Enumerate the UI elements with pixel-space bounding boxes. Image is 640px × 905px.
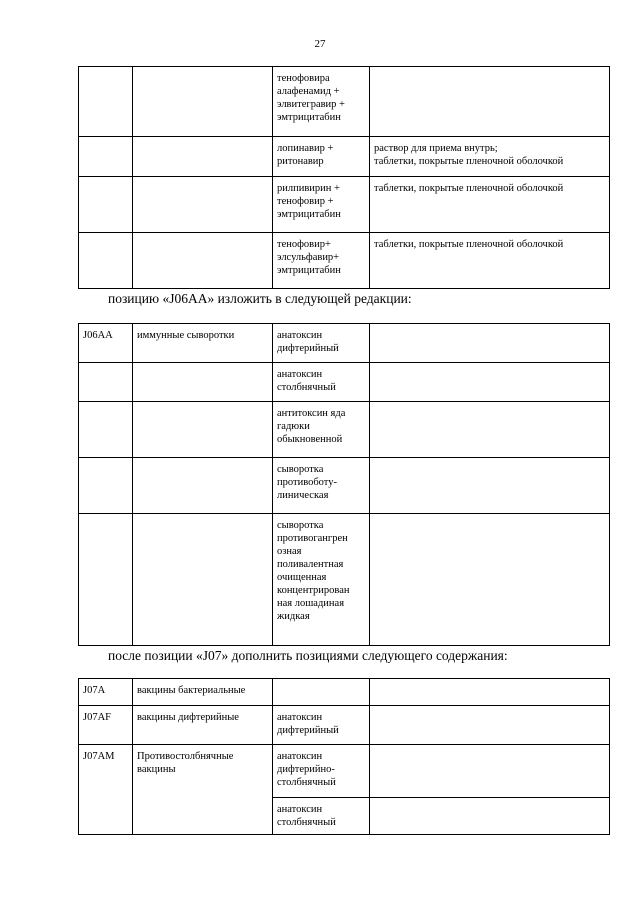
table-row xyxy=(79,67,610,137)
pharm-group-cell xyxy=(133,177,273,233)
drug-name-line: анатоксин xyxy=(277,330,323,341)
dosage-form-cell xyxy=(370,177,610,233)
drug-name-cell xyxy=(273,363,370,402)
drug-name-line: рилпивирин + xyxy=(277,183,340,194)
pharm-group-cell xyxy=(133,514,273,646)
atc-code-cell xyxy=(79,363,133,402)
atc-code-cell: J07AF xyxy=(79,706,133,745)
table-row xyxy=(79,706,610,745)
dosage-form-line: раствор для приема внутрь; xyxy=(374,143,498,154)
dosage-form-cell xyxy=(370,324,610,363)
drug-name-line: жидкая xyxy=(277,611,310,622)
table-row xyxy=(79,137,610,177)
dosage-form-line: таблетки, покрытые пленочной оболочкой xyxy=(374,156,564,167)
drug-name-line: анатоксин xyxy=(277,369,323,380)
atc-code-cell xyxy=(79,458,133,514)
drug-name-line: тенофовир+ xyxy=(277,239,331,250)
atc-code-cell xyxy=(79,177,133,233)
dosage-form-cell xyxy=(370,363,610,402)
pharm-group-cell xyxy=(133,233,273,289)
drug-name-cell xyxy=(273,514,370,646)
drug-name-line: столбнячный xyxy=(277,777,336,788)
drug-name-line: поливалентная xyxy=(277,559,344,570)
dosage-form-cell xyxy=(370,233,610,289)
table-row xyxy=(79,324,610,363)
drug-name-line: элвитегравир + xyxy=(277,99,345,110)
drug-name-cell xyxy=(273,233,370,289)
drug-table-immune-sera xyxy=(78,323,610,646)
pharm-group-cell: вакцины бактериальные xyxy=(133,679,273,706)
drug-name-cell xyxy=(273,745,370,798)
drug-name-line: дифтерийный xyxy=(277,343,339,354)
atc-code-cell: J07AM xyxy=(79,745,133,835)
drug-name-line: тенофовира xyxy=(277,73,330,84)
pharm-group-cell: вакцины дифтерийные xyxy=(133,706,273,745)
atc-code-cell xyxy=(79,137,133,177)
table-row xyxy=(79,745,610,798)
dosage-form-cell xyxy=(370,137,610,177)
dosage-form-cell xyxy=(370,402,610,458)
dosage-form-cell xyxy=(370,514,610,646)
table-row xyxy=(79,514,610,646)
page-number: 27 xyxy=(314,38,326,50)
atc-code-cell: J07A xyxy=(79,679,133,706)
drug-name-cell xyxy=(273,137,370,177)
pharm-group-cell xyxy=(133,67,273,137)
dosage-form-cell xyxy=(370,706,610,745)
table-row xyxy=(79,458,610,514)
atc-code-cell xyxy=(79,233,133,289)
pharm-group-cell xyxy=(133,458,273,514)
drug-name-line: элсульфавир+ xyxy=(277,252,340,263)
drug-name-cell xyxy=(273,67,370,137)
drug-name-line: эмтрицитабин xyxy=(277,265,341,276)
drug-name-line: дифтерийный xyxy=(277,725,339,736)
instruction-paragraph-j07: после позиции «J07» дополнить позициями следующего содержания: xyxy=(108,648,508,663)
drug-name-line: концентрирован xyxy=(277,585,350,596)
drug-name-line: озная xyxy=(277,546,302,557)
drug-name-cell xyxy=(273,798,370,835)
drug-name-line: сыворотка xyxy=(277,464,324,475)
drug-name-line: антитоксин яда xyxy=(277,408,346,419)
pharm-group-cell: Противостолбнячные вакцины xyxy=(133,745,273,835)
table-row xyxy=(79,177,610,233)
drug-name-line: эмтрицитабин xyxy=(277,112,341,123)
drug-name-line: столбнячный xyxy=(277,382,336,393)
dosage-form-line: таблетки, покрытые пленочной оболочкой xyxy=(374,239,564,250)
drug-table-antivirals xyxy=(78,66,610,289)
drug-name-line: лопинавир + xyxy=(277,143,334,154)
drug-table-vaccines xyxy=(78,678,610,835)
pharm-group-cell xyxy=(133,363,273,402)
table-row xyxy=(79,679,610,706)
dosage-form-cell xyxy=(370,679,610,706)
atc-code-cell: J06AA xyxy=(79,324,133,363)
dosage-form-cell xyxy=(370,745,610,798)
dosage-form-line: таблетки, покрытые пленочной оболочкой xyxy=(374,183,564,194)
drug-name-line: анатоксин xyxy=(277,712,323,723)
drug-name-cell xyxy=(273,402,370,458)
table-row xyxy=(79,363,610,402)
drug-name-line: линическая xyxy=(277,490,329,501)
drug-name-line: ная лошадиная xyxy=(277,598,345,609)
drug-name-line: анатоксин xyxy=(277,804,323,815)
drug-name-line: сыворотка xyxy=(277,520,324,531)
drug-name-cell xyxy=(273,458,370,514)
drug-name-line: противогангрен xyxy=(277,533,348,544)
atc-code-cell xyxy=(79,514,133,646)
drug-name-line: противоботу- xyxy=(277,477,337,488)
dosage-form-cell xyxy=(370,458,610,514)
drug-name-line: эмтрицитабин xyxy=(277,209,341,220)
drug-name-line: тенофовир + xyxy=(277,196,334,207)
drug-name-line: дифтерийно- xyxy=(277,764,335,775)
instruction-paragraph-j06aa: позицию «J06AA» изложить в следующей редакции: xyxy=(108,291,412,306)
table-row xyxy=(79,402,610,458)
drug-name-cell xyxy=(273,324,370,363)
drug-name-cell xyxy=(273,177,370,233)
drug-name-line: алафенамид + xyxy=(277,86,340,97)
drug-name-line: столбнячный xyxy=(277,817,336,828)
pharm-group-cell xyxy=(133,137,273,177)
drug-name-line: анатоксин xyxy=(277,751,323,762)
drug-name-cell xyxy=(273,679,370,706)
atc-code-cell xyxy=(79,67,133,137)
dosage-form-cell xyxy=(370,798,610,835)
drug-name-line: очищенная xyxy=(277,572,327,583)
table-row xyxy=(79,233,610,289)
pharm-group-cell: иммунные сыворотки xyxy=(133,324,273,363)
drug-name-line: ритонавир xyxy=(277,156,324,167)
drug-name-cell xyxy=(273,706,370,745)
drug-name-line: обыкновенной xyxy=(277,434,343,445)
atc-code-cell xyxy=(79,402,133,458)
dosage-form-cell xyxy=(370,67,610,137)
pharm-group-cell xyxy=(133,402,273,458)
drug-name-line: гадюки xyxy=(277,421,310,432)
